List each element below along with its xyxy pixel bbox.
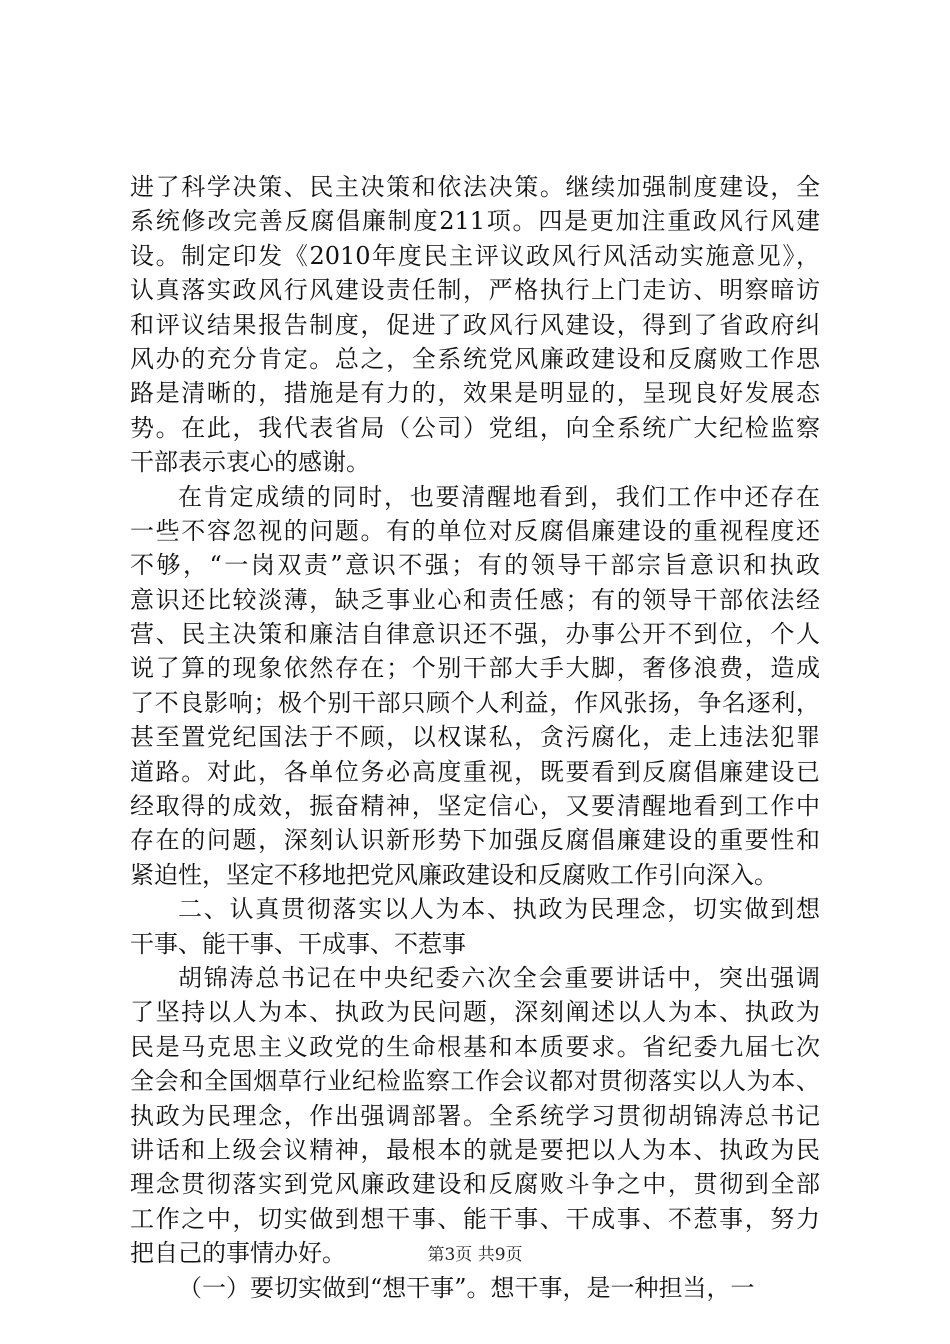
text-line: 执政为民理念，作出强调部署。全系统学习贯彻胡锦涛总书记 — [130, 1101, 820, 1130]
text-line: 说了算的现象依然存在；个别干部大手大脚，奢侈浪费，造成 — [130, 654, 820, 683]
text-line: 系统修改完善反腐倡廉制度211项。四是更加注重政风行风建 — [130, 207, 820, 236]
text-line: 胡锦涛总书记在中央纪委六次全会重要讲话中，突出强调 — [178, 963, 820, 992]
page-footer: 第3页 共9页 — [427, 1245, 523, 1265]
text-line: 甚至置党纪国法于不顾，以权谋私，贪污腐化，走上违法犯罪 — [130, 723, 820, 752]
text-line: 工作之中，切实做到想干事、能干事、干成事、不惹事，努力 — [130, 1204, 820, 1233]
text-line: 紧迫性，坚定不移地把党风廉政建设和反腐败工作引向深入。 — [130, 860, 778, 889]
paragraph — [130, 892, 820, 961]
text-line: 讲话和上级会议精神，最根本的就是要把以人为本、执政为民 — [130, 1135, 820, 1164]
body-text — [130, 170, 820, 1305]
text-line: 一些不容忽视的问题。有的单位对反腐倡廉建设的重视程度还 — [130, 516, 820, 545]
paragraph — [130, 961, 820, 1271]
text-line: 进了科学决策、民主决策和依法决策。继续加强制度建设，全 — [130, 173, 820, 201]
text-line: 理念贯彻落实到党风廉政建设和反腐败斗争之中，贯彻到全部 — [130, 1170, 820, 1199]
text-line: 了坚持以人为本、执政为民问题，深刻阐述以人为本、执政为 — [130, 998, 820, 1027]
text-line: 设。制定印发《2010年度民主评议政风行风活动实施意见》， — [130, 241, 820, 270]
text-line: 干事、能干事、干成事、不惹事 — [130, 929, 466, 958]
text-line: 存在的问题，深刻认识新形势下加强反腐倡廉建设的重要性和 — [130, 826, 820, 855]
text-line: 把自己的事情办好。 — [130, 1239, 346, 1268]
paragraph — [130, 170, 820, 480]
paragraph — [130, 1271, 820, 1305]
text-line: 风办的充分肯定。总之，全系统党风廉政建设和反腐败工作思 — [130, 344, 820, 373]
text-line: 不够，“一岗双责”意识不强；有的领导干部宗旨意识和执政 — [130, 551, 820, 580]
text-line: 和评议结果报告制度，促进了政风行风建设，得到了省政府纠 — [130, 310, 820, 339]
text-line: （一）要切实做到“想干事”。想干事，是一种担当，一 — [178, 1273, 755, 1302]
text-line: 道路。对此，各单位务必高度重视，既要看到反腐倡廉建设已 — [130, 757, 820, 786]
text-line: 了不良影响；极个别干部只顾个人利益，作风张扬，争名逐利， — [130, 688, 820, 717]
text-line: 全会和全国烟草行业纪检监察工作会议都对贯彻落实以人为本、 — [130, 1067, 820, 1096]
text-line: 意识还比较淡薄，缺乏事业心和责任感；有的领导干部依法经 — [130, 585, 820, 614]
text-line: 势。在此，我代表省局（公司）党组，向全系统广大纪检监察 — [130, 413, 820, 442]
text-line: 干部表示衷心的感谢。 — [130, 448, 370, 477]
text-line: 经取得的成效，振奋精神，坚定信心，又要清醒地看到工作中 — [130, 792, 820, 821]
paragraph — [130, 480, 820, 893]
text-line: 路是清晰的，措施是有力的，效果是明显的，呈现良好发展态 — [130, 379, 820, 408]
text-line: 认真落实政风行风建设责任制，严格执行上门走访、明察暗访 — [130, 276, 820, 305]
text-line: 营、民主决策和廉洁自律意识还不强，办事公开不到位，个人 — [130, 620, 820, 649]
text-line: 二、认真贯彻落实以人为本、执政为民理念，切实做到想 — [178, 895, 820, 924]
text-line: 在肯定成绩的同时，也要清醒地看到，我们工作中还存在 — [178, 482, 820, 511]
text-line: 民是马克思主义政党的生命根基和本质要求。省纪委九届七次 — [130, 1032, 820, 1061]
